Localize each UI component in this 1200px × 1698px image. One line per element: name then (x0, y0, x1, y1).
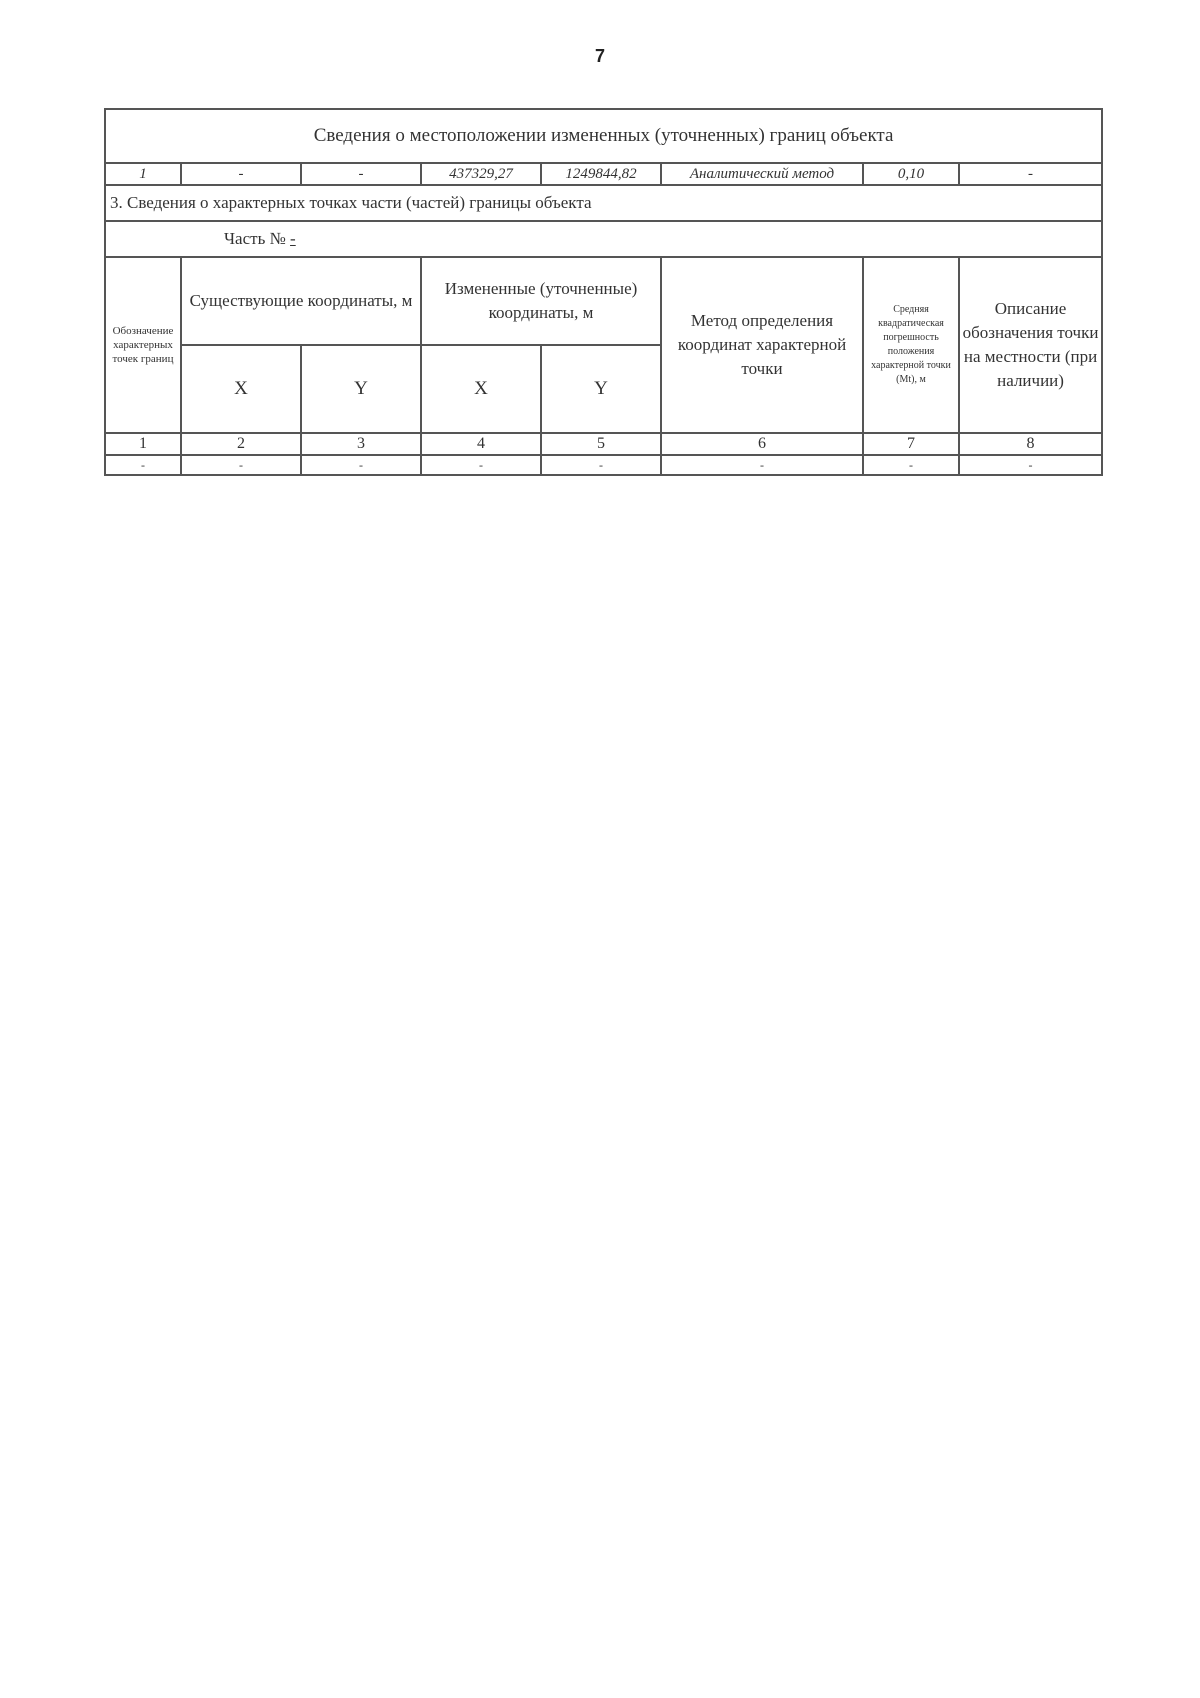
empty-cell: - (105, 455, 181, 475)
column-number: 3 (301, 433, 421, 455)
column-number: 7 (863, 433, 959, 455)
empty-cell: - (863, 455, 959, 475)
column-number: 8 (959, 433, 1102, 455)
part-value: - (290, 229, 296, 248)
data-cell-5: 1249844,82 (541, 163, 661, 185)
column-numbers-row (105, 433, 1102, 455)
empty-cell: - (959, 455, 1102, 475)
header-existing-coords: Существующие координаты, м (181, 257, 421, 345)
header-changed-coords: Измененные (уточненные) координаты, м (421, 257, 661, 345)
table-row (105, 163, 1102, 185)
part-label: Часть № (224, 229, 286, 248)
header-existing-x: X (181, 345, 301, 433)
part-cell (105, 221, 1102, 257)
empty-cell: - (301, 455, 421, 475)
section-row (105, 185, 1102, 221)
table-title: Сведения о местоположении измененных (уточненных) границ объекта (105, 109, 1102, 163)
data-cell-7: 0,10 (863, 163, 959, 185)
header-mean-error: Средняя квадратическая погрешность положения характерной точки (Mt), м (863, 257, 959, 433)
column-number: 5 (541, 433, 661, 455)
empty-cell: - (541, 455, 661, 475)
header-existing-y: Y (301, 345, 421, 433)
header-changed-x: X (421, 345, 541, 433)
part-row (105, 221, 1102, 257)
data-cell-4: 437329,27 (421, 163, 541, 185)
data-cell-6: Аналитический метод (661, 163, 863, 185)
data-cell-3: - (301, 163, 421, 185)
empty-cell: - (421, 455, 541, 475)
page-number: 7 (594, 46, 605, 66)
boundary-points-table (104, 108, 1103, 476)
column-number: 2 (181, 433, 301, 455)
empty-cell: - (661, 455, 863, 475)
column-number: 4 (421, 433, 541, 455)
header-changed-y: Y (541, 345, 661, 433)
table-row (105, 455, 1102, 475)
data-cell-8: - (959, 163, 1102, 185)
header-method: Метод определения координат характерной точки (661, 257, 863, 433)
data-cell-1: 1 (105, 163, 181, 185)
header-description: Описание обозначения точки на местности (при наличии) (959, 257, 1102, 433)
title-row (105, 109, 1102, 163)
empty-cell: - (181, 455, 301, 475)
column-number: 6 (661, 433, 863, 455)
section-title: 3. Сведения о характерных точках части (частей) границы объекта (105, 185, 1102, 221)
column-number: 1 (105, 433, 181, 455)
header-row-1 (105, 257, 1102, 345)
header-point-designation: Обозначение характерных точек границ (105, 257, 181, 433)
data-cell-2: - (181, 163, 301, 185)
